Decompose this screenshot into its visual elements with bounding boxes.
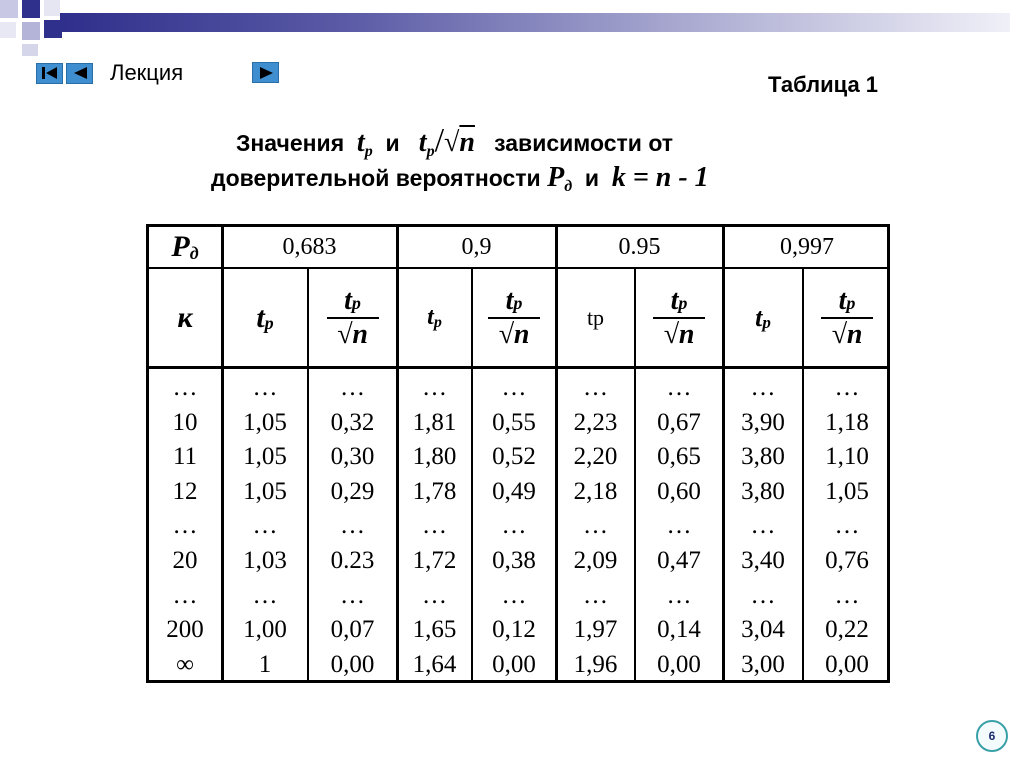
- table-cell: 0,38: [492, 546, 536, 574]
- d-subscript: д: [189, 242, 199, 263]
- table-cell: …: [422, 512, 447, 540]
- table-cell: …: [583, 374, 608, 401]
- t-symbol: t: [427, 304, 434, 330]
- table-cell: …: [172, 581, 198, 609]
- heading-text: и: [584, 165, 600, 191]
- heading-line-1: [236, 122, 673, 160]
- column-tp-0683: [223, 371, 307, 682]
- P-symbol: P: [547, 162, 565, 193]
- table-cell: 1,00: [243, 616, 287, 644]
- table-cell: 0,60: [657, 477, 701, 505]
- tp-plain: tр: [586, 304, 605, 330]
- table-cell: 1,10: [825, 443, 869, 471]
- ratio-header: [473, 269, 555, 366]
- table-cell: 1,03: [243, 546, 287, 574]
- column-ratio-09: [473, 371, 555, 682]
- sqrt-n: √n: [337, 318, 368, 350]
- table-cell: 0,00: [825, 650, 869, 678]
- table-cell: …: [340, 374, 365, 401]
- table-cell: …: [172, 512, 198, 540]
- table-cell: 0,32: [330, 408, 375, 436]
- n-symbol: n: [459, 127, 475, 158]
- table-cell: …: [750, 374, 776, 401]
- table-cell: 0.23: [330, 546, 375, 574]
- column-ratio-095: [636, 371, 722, 682]
- table-cell: 200: [166, 616, 204, 644]
- table-cell: 0,65: [657, 443, 701, 471]
- ratio-header: [309, 269, 396, 366]
- table-cell: 1,05: [243, 408, 287, 436]
- table-cell: 0,30: [330, 443, 375, 471]
- table-cell: 3,90: [741, 408, 785, 436]
- table-cell: …: [501, 512, 527, 540]
- heading-text: зависимости от: [494, 130, 674, 156]
- table-cell: 11: [172, 443, 198, 471]
- table-cell: 0,76: [825, 546, 869, 574]
- table-cell: 3,80: [741, 443, 785, 471]
- row-divider: [149, 366, 887, 369]
- t-symbol: t: [344, 284, 352, 316]
- table-cell: 1: [258, 650, 272, 678]
- heading-text: Значения: [236, 130, 345, 156]
- ratio-header: [804, 269, 890, 366]
- table-cell: 3,80: [741, 477, 785, 505]
- table-cell: 1,80: [412, 443, 457, 471]
- p-subscript: p: [264, 313, 274, 333]
- table-cell: …: [422, 374, 447, 401]
- deco-square: [22, 44, 38, 56]
- table-cell: 0,52: [492, 443, 536, 471]
- ratio-slash: /: [434, 122, 445, 159]
- d-subscript: д: [564, 178, 573, 195]
- p-subscript: p: [678, 292, 688, 313]
- p-subscript: p: [426, 143, 435, 160]
- p-subscript: p: [513, 292, 523, 313]
- table-cell: …: [834, 374, 860, 401]
- column-ratio-0683: [309, 371, 396, 682]
- column-tp-0997: [724, 371, 802, 682]
- k-header: [149, 269, 221, 366]
- deco-square: [22, 0, 40, 18]
- table-cell: 1,65: [412, 616, 457, 644]
- arrow-left-icon: [71, 66, 89, 80]
- table-cell: 1,81: [412, 408, 457, 436]
- table-cell: 2,23: [573, 408, 618, 436]
- table-cell: 3,04: [741, 616, 785, 644]
- table-cell: 3,40: [741, 546, 785, 574]
- tp-header: [398, 269, 471, 366]
- table-cell: 10: [172, 408, 198, 436]
- table-cell: 2,18: [573, 477, 618, 505]
- table-cell: …: [666, 374, 692, 401]
- table-cell: 0,14: [657, 616, 701, 644]
- table-cell: 1,97: [573, 616, 618, 644]
- table-cell: …: [666, 581, 692, 609]
- header-band: [60, 13, 1010, 32]
- t-symbol: t: [356, 127, 365, 158]
- table-cell: 0,00: [330, 650, 375, 678]
- table-cell: 0,47: [657, 546, 701, 574]
- deco-square: [44, 0, 60, 16]
- table-cell: …: [583, 512, 608, 540]
- table-cell: 2,09: [573, 546, 618, 574]
- P-symbol: P: [171, 230, 190, 263]
- t-symbol: t: [838, 284, 847, 316]
- t-symbol: t: [418, 127, 427, 158]
- table-cell: …: [501, 374, 527, 401]
- table-cell: …: [666, 512, 692, 540]
- tp-header: [724, 269, 802, 366]
- t-symbol: t: [505, 284, 514, 316]
- table-cell: 1,05: [243, 443, 287, 471]
- arrow-right-icon: [257, 66, 275, 80]
- column-tp-09: [398, 371, 471, 682]
- tp-header: [557, 269, 634, 366]
- first-slide-button[interactable]: [36, 63, 63, 84]
- p-subscript: p: [846, 292, 856, 313]
- student-t-table: [146, 224, 890, 683]
- table-cell: …: [252, 581, 278, 609]
- page-number-badge: 6: [976, 720, 1008, 752]
- k-symbol: к: [177, 300, 193, 334]
- table-cell: 1,78: [412, 477, 457, 505]
- sqrt-n: √n: [498, 318, 530, 350]
- deco-square: [22, 22, 40, 40]
- p-header: [149, 227, 221, 267]
- table-cell: 0,29: [330, 477, 375, 505]
- table-cell: 0,22: [825, 616, 869, 644]
- t-symbol: t: [256, 300, 265, 334]
- table-cell: …: [172, 374, 198, 401]
- p-subscript: p: [351, 292, 361, 313]
- next-slide-button[interactable]: [252, 62, 279, 83]
- table-cell: 0,00: [492, 650, 536, 678]
- table-cell: …: [750, 581, 776, 609]
- p-subscript: p: [433, 313, 442, 331]
- prob-header: 0.95: [618, 233, 661, 260]
- heading-text: доверительной вероятности: [211, 165, 541, 191]
- lecture-link[interactable]: Лекция: [110, 60, 184, 85]
- table-cell: 1,72: [412, 546, 457, 574]
- table-cell: 0,49: [492, 477, 536, 505]
- table-cell: 20: [172, 546, 198, 574]
- ratio-header: [636, 269, 722, 366]
- deco-square: [0, 22, 16, 38]
- table-cell: 0,12: [492, 616, 536, 644]
- sqrt-n: √n: [831, 318, 863, 350]
- table-cell: …: [501, 581, 527, 609]
- prob-header: 0,997: [780, 233, 834, 260]
- table-cell: 1,05: [243, 477, 287, 505]
- column-ratio-0997: [804, 371, 890, 682]
- t-symbol: t: [670, 284, 679, 316]
- deco-square: [0, 0, 18, 18]
- table-cell: 3,00: [741, 650, 785, 678]
- heading-line-2: [211, 162, 709, 194]
- table-cell: 1,64: [412, 650, 457, 678]
- table-cell: 1,05: [825, 477, 869, 505]
- table-cell: …: [834, 581, 860, 609]
- column-k: [149, 371, 221, 682]
- table-cell: …: [583, 581, 608, 609]
- table-cell: 0,55: [492, 408, 536, 436]
- table-cell: 2,20: [573, 443, 618, 471]
- table-cell: …: [422, 581, 447, 609]
- table-cell: …: [340, 581, 365, 609]
- table-cell: …: [340, 512, 365, 540]
- prob-header: 0,683: [282, 233, 337, 260]
- p-subscript: p: [762, 312, 771, 332]
- table-cell: …: [252, 374, 278, 401]
- sqrt-symbol: √: [444, 127, 460, 158]
- table-cell: …: [252, 512, 278, 540]
- nav-controls: [36, 62, 93, 84]
- t-symbol: t: [755, 302, 763, 332]
- tp-header: [223, 269, 307, 366]
- table-cell: 1,18: [825, 408, 869, 436]
- table-cell: 12: [172, 477, 198, 505]
- sqrt-n: √n: [663, 318, 695, 350]
- table-cell: 0,67: [657, 408, 701, 436]
- table-cell: ∞: [176, 650, 194, 678]
- table-cell: …: [750, 512, 776, 540]
- table-number: Таблица 1: [768, 72, 879, 97]
- table-cell: 0,07: [330, 616, 375, 644]
- p-subscript: p: [364, 143, 373, 160]
- column-tp-095: [557, 371, 634, 682]
- table-cell: …: [834, 512, 860, 540]
- heading-text: и: [385, 130, 400, 156]
- deco-square: [44, 20, 62, 38]
- prev-slide-button[interactable]: [66, 63, 93, 84]
- table-cell: 0,00: [657, 650, 701, 678]
- skip-back-icon: [41, 66, 59, 80]
- prob-header: 0,9: [461, 233, 492, 260]
- k-equation: k = n - 1: [611, 162, 709, 193]
- table-cell: 1,96: [573, 650, 618, 678]
